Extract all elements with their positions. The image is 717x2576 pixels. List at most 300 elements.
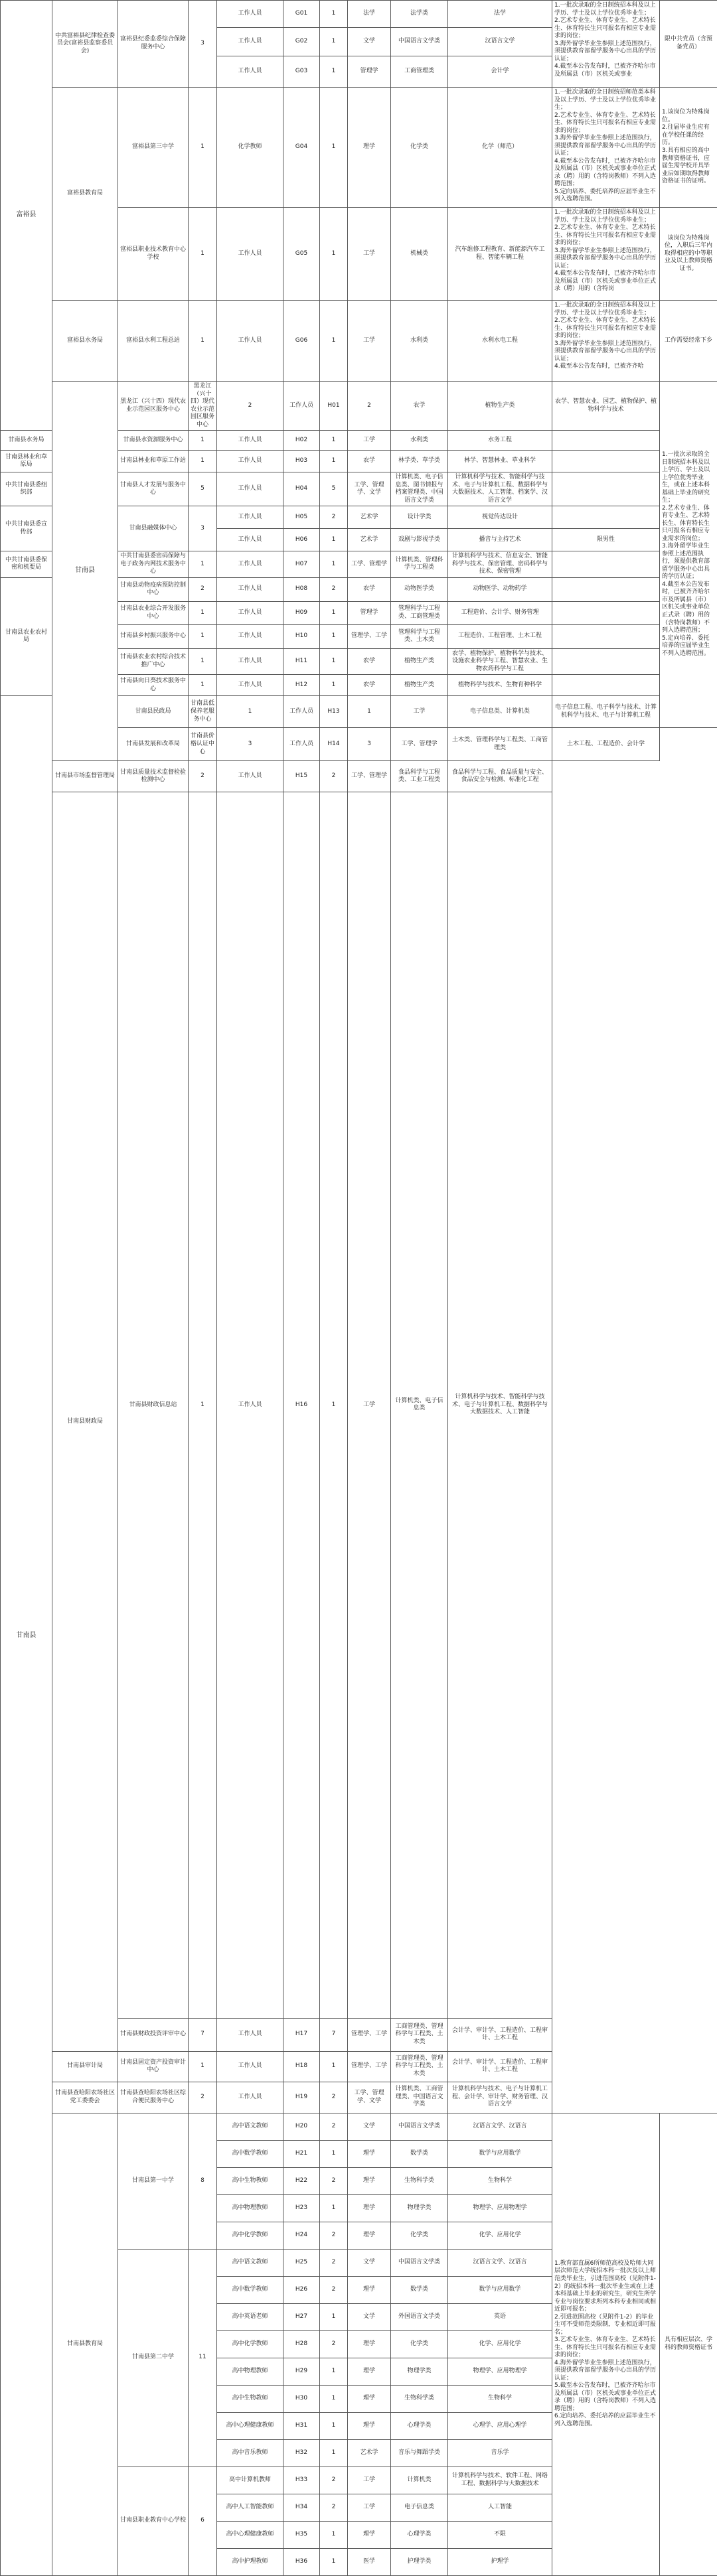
class-cell: 音乐与舞蹈学类 bbox=[391, 2439, 448, 2467]
post-cell: 工作人员 bbox=[283, 382, 320, 431]
unit-cell: 富裕县水利工程总站 bbox=[118, 301, 189, 382]
class-cell: 数学类 bbox=[391, 2140, 448, 2167]
class-cell: 护理学类 bbox=[391, 2548, 448, 2575]
post-cell: 高中英语老师 bbox=[217, 2303, 283, 2330]
code-cell: H18 bbox=[283, 2051, 320, 2082]
count-cell: 1 bbox=[320, 2358, 348, 2385]
count-cell: 1 bbox=[320, 2412, 348, 2439]
requirement-cell: 1.一批次录取的全日制统招本科及以上学历、学士及以上学位优秀毕业生，或在上述本科基础上毕业的研究生； 2.艺术专业生、体育专业生、艺术特长生、体育特长生只可报名有相应专业需求的岗位； 3.海外留学毕业生参照上述范围执行，须提供教育部留学服务中心出具的学历认证； 4.截至本公告发布时，已被齐齐哈尔市及所属县（市）区机关或事业单位正式录（聘）用的（含特岗教师）不列入选聘范围； 5.定向培养、委托培养的应届毕业生不列入选聘范围。 bbox=[660, 382, 717, 728]
category-cell: 工学、管理学、文学 bbox=[348, 2082, 391, 2113]
post-cell: 工作人员 bbox=[217, 675, 283, 696]
class-cell: 法学类 bbox=[391, 1, 448, 28]
class-cell: 工商管理类、管理科学与工程类、土木类 bbox=[391, 2051, 448, 2082]
major-cell: 计算机科学与技术、信息安全、智能科学与技术、保密管理、密码科学与技术、保密管理 bbox=[448, 551, 552, 578]
total-cell: 2 bbox=[217, 382, 283, 431]
count-cell: 2 bbox=[320, 577, 348, 601]
requirement-cell: 1.教育部直属6所师范高校及哈师大同层次师范大学统招本科一批次及以上师范类毕业生，引进范围高校（见附件1-2）的统招本科一批次毕业生或在上述本科基础上毕业的研究生，研究生所学专业与岗位要求所列本科专业相同或相近即可报名； 2.引进范围高校（见附件1-2）的毕业生可不受师范类限制，专业相近即可报名； 3.艺术专业生、体育专业生、艺术特长生、体育特长生只可报名有相应专业需求的岗位； 4.海外留学毕业生参照上述范围执行，须提供教育部留学服务中心出具的学历认证； 5.截至本公告发布时，已被齐齐哈尔市及所属县（市）区机关或事业单位正式录（聘）用的（含特岗教师）不列入选聘范围； 6.定向培养、委托培养的应届毕业生不列入选聘范围。 bbox=[552, 2113, 660, 2575]
total-cell: 1 bbox=[189, 675, 217, 696]
major-cell: 土木工程、工程造价、会计学 bbox=[552, 728, 660, 761]
post-cell: 工作人员 bbox=[217, 529, 283, 551]
table-row bbox=[1, 792, 717, 2018]
total-cell: 1 bbox=[189, 451, 217, 472]
count-cell: 1 bbox=[320, 529, 348, 551]
count-cell: 2 bbox=[320, 2167, 348, 2194]
total-cell: 3 bbox=[189, 1, 217, 88]
category-cell: 文学 bbox=[348, 28, 391, 56]
category-cell: 农学 bbox=[348, 451, 391, 472]
category-cell: 艺术学 bbox=[348, 506, 391, 529]
category-cell: 理学 bbox=[348, 2140, 391, 2167]
major-cell: 汉语言文学 bbox=[448, 28, 552, 56]
class-cell: 水利类 bbox=[391, 431, 448, 451]
class-cell: 电子信息类、计算机类 bbox=[448, 696, 552, 728]
post-cell: 工作人员 bbox=[217, 761, 283, 792]
category-cell: 工学 bbox=[348, 2467, 391, 2494]
table-row bbox=[1, 382, 717, 431]
count-cell: 1 bbox=[320, 28, 348, 56]
table-row bbox=[1, 88, 717, 208]
class-cell: 食品科学与工程类、工业工程类 bbox=[391, 761, 448, 792]
major-cell: 计算机科学与技术、电子与计算机工程、会计学、审计学、财务管理、汉语言文学 bbox=[448, 2082, 552, 2113]
category-cell: 管理学、工学 bbox=[348, 624, 391, 648]
note-cell bbox=[552, 472, 660, 506]
unit-cell: 甘南县林业和草原工作站 bbox=[118, 451, 189, 472]
count-cell: 2 bbox=[320, 2276, 348, 2303]
class-cell: 工商管理类 bbox=[391, 56, 448, 88]
category-cell: 管理学、工学 bbox=[348, 2051, 391, 2082]
category-cell: 法学 bbox=[348, 1, 391, 28]
category-cell: 艺术学 bbox=[348, 2439, 391, 2467]
code-cell: H31 bbox=[283, 2412, 320, 2439]
class-cell: 化学类 bbox=[391, 2330, 448, 2358]
note-cell: 具有相应层次、学科的教师资格证书 bbox=[660, 2113, 717, 2575]
class-cell: 计算机类 bbox=[391, 2467, 448, 2494]
table-row bbox=[1, 2113, 717, 2140]
post-cell: 化学教师 bbox=[217, 88, 283, 208]
department-cell: 甘南县民政局 bbox=[118, 696, 189, 728]
class-cell: 化学类 bbox=[391, 2222, 448, 2249]
post-cell: 工作人员 bbox=[217, 2018, 283, 2051]
category-cell: 管理学、工学 bbox=[348, 2018, 391, 2051]
count-cell: 2 bbox=[320, 2082, 348, 2113]
department-cell: 甘南县水务局 bbox=[1, 431, 52, 451]
code-cell: H33 bbox=[283, 2467, 320, 2494]
post-cell: 工作人员 bbox=[217, 431, 283, 451]
total-cell: 2 bbox=[189, 577, 217, 601]
category-cell: 农学 bbox=[348, 577, 391, 601]
major-cell: 视觉传达设计 bbox=[448, 506, 552, 529]
total-cell: 1 bbox=[189, 431, 217, 451]
major-cell: 工程造价、会计学、财务管理 bbox=[448, 601, 552, 624]
code-cell: H11 bbox=[283, 648, 320, 675]
code-cell: H08 bbox=[283, 577, 320, 601]
code-cell: H10 bbox=[283, 624, 320, 648]
code-cell: G05 bbox=[283, 208, 320, 301]
count-cell: 1 bbox=[320, 624, 348, 648]
department-cell: 中共甘南县委组织部 bbox=[1, 472, 52, 506]
category-cell: 农学 bbox=[348, 648, 391, 675]
post-cell: 工作人员 bbox=[217, 1, 283, 28]
category-cell: 理学 bbox=[348, 2330, 391, 2358]
code-cell: H25 bbox=[283, 2249, 320, 2276]
note-cell: 限男性 bbox=[552, 529, 660, 551]
count-cell: 1 bbox=[348, 696, 391, 728]
total-cell: 1 bbox=[189, 792, 217, 2018]
note-cell bbox=[552, 506, 660, 529]
category-cell: 理学 bbox=[348, 2222, 391, 2249]
major-cell: 法学 bbox=[448, 1, 552, 28]
total-cell: 1 bbox=[217, 696, 283, 728]
note-cell bbox=[552, 551, 660, 578]
note-cell bbox=[552, 675, 660, 696]
requirement-cell: 1.一批次录取的全日制统招本科及以上学历、学士及以上学位优秀毕业生； 2.艺术专业生、体育专业生、艺术特长生、体育特长生只可报名有相应专业需求的岗位； 3.海外留学毕业生参照上述范围执行，须提供教育部留学服务中心出具的学历认证； 4.截至本公告发布时，已被齐齐哈尔市及所属县（市）区机关或事业 bbox=[552, 1, 660, 88]
class-cell: 工商管理类、管理科学与工程类、土木类 bbox=[391, 2018, 448, 2051]
post-cell: 高中物理教师 bbox=[217, 2194, 283, 2222]
total-cell: 2 bbox=[189, 2082, 217, 2113]
unit-cell: 中共甘南县委密码保障与电子政务内网技术服务中心 bbox=[118, 551, 189, 578]
unit-cell: 甘南县第一中学 bbox=[118, 2113, 189, 2249]
code-cell: H32 bbox=[283, 2439, 320, 2467]
major-cell: 心理学、应用心理学 bbox=[448, 2412, 552, 2439]
total-cell: 1 bbox=[189, 551, 217, 578]
major-cell: 化学（师范） bbox=[448, 88, 552, 208]
count-cell: 1 bbox=[320, 2194, 348, 2222]
major-cell: 水务工程 bbox=[448, 431, 552, 451]
count-cell: 2 bbox=[348, 382, 391, 431]
major-cell: 人工智能 bbox=[448, 2494, 552, 2521]
class-cell: 化学类 bbox=[391, 88, 448, 208]
post-cell: 工作人员 bbox=[217, 624, 283, 648]
code-cell: H20 bbox=[283, 2113, 320, 2140]
department-cell: 富裕县水务局 bbox=[52, 301, 118, 382]
major-cell: 会计学、审计学、工程造价、工程审计、土木工程 bbox=[448, 2051, 552, 2082]
post-cell: 工作人员 bbox=[217, 301, 283, 382]
note-cell bbox=[552, 451, 660, 472]
unit-cell: 甘南县财政投资评审中心 bbox=[118, 2018, 189, 2051]
unit-cell: 甘南县第二中学 bbox=[118, 2249, 189, 2467]
unit-cell: 甘南县乡村振兴服务中心 bbox=[118, 624, 189, 648]
category-cell: 理学 bbox=[348, 88, 391, 208]
class-cell: 植物生产类 bbox=[391, 648, 448, 675]
category-cell: 文学 bbox=[348, 2303, 391, 2330]
major-cell: 数学与应用数学 bbox=[448, 2276, 552, 2303]
category-cell: 理学 bbox=[348, 2358, 391, 2385]
category-cell: 理学 bbox=[348, 2194, 391, 2222]
class-cell: 外国语言文学类 bbox=[391, 2303, 448, 2330]
major-cell: 化学、应用化学 bbox=[448, 2222, 552, 2249]
count-cell: 1 bbox=[320, 551, 348, 578]
note-cell: 工作需要经常下乡 bbox=[660, 301, 717, 382]
department-cell: 甘南县教育局 bbox=[52, 2113, 118, 2575]
total-cell: 6 bbox=[189, 2467, 217, 2575]
post-cell: 高中化学教师 bbox=[217, 2330, 283, 2358]
total-cell: 1 bbox=[189, 208, 217, 301]
post-cell: 高中计算机教师 bbox=[217, 2467, 283, 2494]
count-cell: 2 bbox=[320, 2494, 348, 2521]
major-cell: 农学、植物保护、植物科学与技术、设施农业科学与工程、智慧农业、生物农药科学与工程 bbox=[448, 648, 552, 675]
count-cell: 2 bbox=[320, 2222, 348, 2249]
code-cell: H16 bbox=[283, 792, 320, 2018]
major-cell: 计算机科学与技术、软件工程、网络工程、数据科学与大数据技术 bbox=[448, 2467, 552, 2494]
major-cell: 食品科学与工程、食品质量与安全、食品安全与检测、标准化工程 bbox=[448, 761, 552, 792]
major-cell: 护理学 bbox=[448, 2548, 552, 2575]
unit-cell: 甘南县农业农村综合技术推广中心 bbox=[118, 648, 189, 675]
category-cell: 理学 bbox=[348, 2521, 391, 2548]
count-cell: 1 bbox=[320, 208, 348, 301]
code-cell: H27 bbox=[283, 2303, 320, 2330]
unit-cell: 甘南县职业教育中心学校 bbox=[118, 2467, 189, 2575]
code-cell: H02 bbox=[283, 431, 320, 451]
table-row bbox=[1, 1, 717, 28]
post-cell: 高中心理健康教师 bbox=[217, 2412, 283, 2439]
unit-cell: 甘南县融媒体中心 bbox=[118, 506, 189, 551]
unit-cell: 富裕县第三中学 bbox=[118, 88, 189, 208]
category-cell: 管理学 bbox=[348, 56, 391, 88]
note-cell: 该岗位为特殊岗位，入职后三年内取得相应的中等职业及以上教师资格证书。 bbox=[660, 208, 717, 301]
requirement-cell: 1.一批次录取的全日制统招本科及以上学历、学士及以上学位优秀毕业生； 2.艺术专业生、体育专业生、艺术特长生、体育特长生只可报名有相应专业需求的岗位； 3.海外留学毕业生参照上述范围执行，须提供教育部留学服务中心出具的学历认证； 4.截至本公告发布时，已被齐齐哈尔市及所属县（市）区机关或事业单位正式录（聘）用的（含特岗 bbox=[552, 208, 660, 301]
code-cell: H17 bbox=[283, 2018, 320, 2051]
major-cell: 农学、智慧农业、园艺、植物保护、植物科学与技术 bbox=[552, 382, 660, 431]
code-cell: G03 bbox=[283, 56, 320, 88]
unit-cell: 甘南县水资源服务中心 bbox=[118, 431, 189, 451]
department-cell: 甘南县市场监督管理局 bbox=[52, 761, 118, 792]
major-cell: 化学、应用化学 bbox=[448, 2330, 552, 2358]
major-cell: 物理学、应用物理学 bbox=[448, 2194, 552, 2222]
code-cell: H23 bbox=[283, 2194, 320, 2222]
count-cell: 1 bbox=[320, 451, 348, 472]
department-cell: 中共甘南县委宣传部 bbox=[1, 506, 52, 551]
count-cell: 3 bbox=[348, 728, 391, 761]
class-cell: 数学类 bbox=[391, 2276, 448, 2303]
category-cell: 工学、管理学 bbox=[348, 761, 391, 792]
code-cell: G06 bbox=[283, 301, 320, 382]
total-cell: 1 bbox=[189, 601, 217, 624]
note-cell bbox=[552, 624, 660, 648]
post-cell: 工作人员 bbox=[217, 551, 283, 578]
class-cell: 戏剧与影视学类 bbox=[391, 529, 448, 551]
class-cell: 计算机类、电子信息类、图书情报与档案管理类、中国语言文学类 bbox=[391, 472, 448, 506]
count-cell: 1 bbox=[320, 88, 348, 208]
post-cell: 工作人员 bbox=[217, 472, 283, 506]
major-cell: 播音与主持艺术 bbox=[448, 529, 552, 551]
note-cell bbox=[552, 648, 660, 675]
total-cell: 1 bbox=[189, 648, 217, 675]
code-cell: H29 bbox=[283, 2358, 320, 2385]
class-cell: 土木类、管理科学与工程类、工商管理类 bbox=[448, 728, 552, 761]
class-cell: 计算机类、管理科学与工程类 bbox=[391, 551, 448, 578]
department-cell: 甘南县财政局 bbox=[52, 792, 118, 2051]
major-cell: 生物科学 bbox=[448, 2385, 552, 2412]
class-cell: 计算机类、工商管理类、中国语言文学类 bbox=[391, 2082, 448, 2113]
class-cell: 中国语言文学类 bbox=[391, 28, 448, 56]
department-cell: 甘南县发展和改革局 bbox=[118, 728, 189, 761]
post-cell: 工作人员 bbox=[217, 56, 283, 88]
post-cell: 高中数学教师 bbox=[217, 2140, 283, 2167]
department-cell: 黑龙江（兴十四）现代农业示范园区服务中心 bbox=[118, 382, 189, 431]
department-cell: 中共甘南县委保密和机要局 bbox=[1, 551, 52, 578]
post-cell: 工作人员 bbox=[217, 2082, 283, 2113]
code-cell: H05 bbox=[283, 506, 320, 529]
category-cell: 理学 bbox=[348, 2412, 391, 2439]
post-cell: 工作人员 bbox=[217, 792, 283, 2018]
class-cell: 机械类 bbox=[391, 208, 448, 301]
count-cell: 1 bbox=[320, 2140, 348, 2167]
code-cell: G01 bbox=[283, 1, 320, 28]
count-cell: 2 bbox=[320, 2467, 348, 2494]
total-cell: 2 bbox=[189, 761, 217, 792]
total-cell: 1 bbox=[189, 2051, 217, 2082]
major-cell: 电子信息工程、电子科学与技术、计算机科学与技术、电子与计算机工程 bbox=[552, 696, 660, 728]
unit-cell: 富裕县职业技术教育中心学校 bbox=[118, 208, 189, 301]
count-cell: 1 bbox=[320, 1, 348, 28]
class-cell: 设计学类 bbox=[391, 506, 448, 529]
category-cell: 工学 bbox=[391, 696, 448, 728]
major-cell: 生物科学 bbox=[448, 2167, 552, 2194]
total-cell: 3 bbox=[189, 506, 217, 551]
code-cell: H21 bbox=[283, 2140, 320, 2167]
post-cell: 高中语文教师 bbox=[217, 2249, 283, 2276]
major-cell: 汽车维修工程教育、新能源汽车工程、智能车辆工程 bbox=[448, 208, 552, 301]
unit-cell: 甘南县财政信息站 bbox=[118, 792, 189, 2018]
category-cell: 工学 bbox=[348, 431, 391, 451]
count-cell: 1 bbox=[320, 601, 348, 624]
unit-cell: 甘南县价格认证中心 bbox=[189, 728, 217, 761]
category-cell: 管理学 bbox=[348, 601, 391, 624]
category-cell: 工学、管理学 bbox=[391, 728, 448, 761]
count-cell: 1 bbox=[320, 792, 348, 2018]
post-cell: 工作人员 bbox=[217, 648, 283, 675]
post-cell: 工作人员 bbox=[217, 208, 283, 301]
class-cell: 植物生产类 bbox=[391, 675, 448, 696]
post-cell: 高中音乐教师 bbox=[217, 2439, 283, 2467]
total-cell: 1 bbox=[189, 301, 217, 382]
department-cell: 甘南县审计局 bbox=[52, 2051, 118, 2082]
major-cell: 林学、智慧林业、草业科学 bbox=[448, 451, 552, 472]
code-cell: H30 bbox=[283, 2385, 320, 2412]
code-cell: H36 bbox=[283, 2548, 320, 2575]
post-cell: 工作人员 bbox=[283, 696, 320, 728]
category-cell: 工学 bbox=[348, 208, 391, 301]
major-cell: 会计学、审计学、工程造价、工程审计、土木工程 bbox=[448, 2018, 552, 2051]
count-cell: 1 bbox=[320, 648, 348, 675]
department-cell: 中共富裕县纪律检查委员会(富裕县监察委员会) bbox=[52, 1, 118, 88]
post-cell: 高中人工智能教师 bbox=[217, 2494, 283, 2521]
count-cell: 1 bbox=[320, 2051, 348, 2082]
class-cell: 物理学类 bbox=[391, 2358, 448, 2385]
code-cell: H28 bbox=[283, 2330, 320, 2358]
note-cell bbox=[552, 577, 660, 601]
major-cell: 汉语言文学、汉语言 bbox=[448, 2249, 552, 2276]
table-row bbox=[1, 2051, 717, 2082]
post-cell: 高中生物教师 bbox=[217, 2385, 283, 2412]
class-cell: 水利类 bbox=[391, 301, 448, 382]
code-cell: H13 bbox=[320, 696, 348, 728]
post-cell: 高中物理教师 bbox=[217, 2358, 283, 2385]
total-cell: 5 bbox=[189, 472, 217, 506]
code-cell: G02 bbox=[283, 28, 320, 56]
class-cell: 物理学类 bbox=[391, 2194, 448, 2222]
unit-cell: 甘南县质量技术监督检验检测中心 bbox=[118, 761, 189, 792]
unit-cell: 甘南县固定资产投资审计中心 bbox=[118, 2051, 189, 2082]
code-cell: H15 bbox=[283, 761, 320, 792]
count-cell: 1 bbox=[320, 2303, 348, 2330]
count-cell: 1 bbox=[320, 431, 348, 451]
class-cell: 生物科学类 bbox=[391, 2167, 448, 2194]
category-cell: 文学 bbox=[348, 2113, 391, 2140]
code-cell: H34 bbox=[283, 2494, 320, 2521]
category-cell: 理学 bbox=[348, 2276, 391, 2303]
count-cell: 7 bbox=[320, 2018, 348, 2051]
code-cell: H19 bbox=[283, 2082, 320, 2113]
major-cell: 数学与应用数学 bbox=[448, 2140, 552, 2167]
county-cell: 甘南县 bbox=[1, 696, 52, 2575]
category-cell: 工学 bbox=[348, 2494, 391, 2521]
code-cell: H07 bbox=[283, 551, 320, 578]
major-cell: 汉语言文学、汉语言 bbox=[448, 2113, 552, 2140]
class-cell: 计算机类、电子信息类 bbox=[391, 792, 448, 2018]
code-cell: H22 bbox=[283, 2167, 320, 2194]
major-cell: 英语 bbox=[448, 2303, 552, 2330]
major-cell: 工程造价、工程管理、土木工程 bbox=[448, 624, 552, 648]
table-row bbox=[1, 2082, 717, 2113]
category-cell: 农学 bbox=[348, 675, 391, 696]
post-cell: 高中护理教师 bbox=[217, 2548, 283, 2575]
category-cell: 工学 bbox=[348, 792, 391, 2018]
class-cell: 生物科学类 bbox=[391, 2385, 448, 2412]
class-cell: 植物生产类 bbox=[448, 382, 552, 431]
class-cell: 电子信息类 bbox=[391, 2494, 448, 2521]
category-cell: 工学、管理学、文学 bbox=[348, 472, 391, 506]
class-cell: 管理科学与工程类、土木类 bbox=[391, 624, 448, 648]
post-cell: 高中数学教师 bbox=[217, 2276, 283, 2303]
count-cell: 2 bbox=[320, 761, 348, 792]
total-cell: 8 bbox=[189, 2113, 217, 2249]
category-cell: 工学 bbox=[348, 301, 391, 382]
county-cell: 甘南县 bbox=[52, 382, 118, 761]
code-cell: H26 bbox=[283, 2276, 320, 2303]
count-cell: 1 bbox=[320, 2521, 348, 2548]
post-cell: 工作人员 bbox=[283, 728, 320, 761]
department-cell: 富裕县教育局 bbox=[52, 88, 118, 301]
code-cell: H09 bbox=[283, 601, 320, 624]
unit-cell: 甘南县低保养老服务中心 bbox=[189, 696, 217, 728]
category-cell: 理学 bbox=[348, 2167, 391, 2194]
note-cell bbox=[552, 431, 660, 451]
count-cell: 1 bbox=[320, 2548, 348, 2575]
post-cell: 工作人员 bbox=[217, 577, 283, 601]
major-cell: 动物医学、动物药学 bbox=[448, 577, 552, 601]
total-cell: 11 bbox=[189, 2249, 217, 2467]
class-cell: 动物医学类 bbox=[391, 577, 448, 601]
count-cell: 1 bbox=[320, 56, 348, 88]
county-cell: 富裕县 bbox=[1, 1, 52, 431]
post-cell: 高中语文教师 bbox=[217, 2113, 283, 2140]
major-cell: 植物科学与技术、生物育种科学 bbox=[448, 675, 552, 696]
post-cell: 工作人员 bbox=[217, 2051, 283, 2082]
requirement-cell: 1.一批次录取的全日制统招师范类本科及以上学历、学士及以上学位优秀毕业生； 2.艺术专业生、体育专业生、艺术特长生、体育特长生只可报名有相应专业需求的岗位； 3.海外留学毕业生参照上述范围执行，须提供教育部留学服务中心出具的学历认证； 4.截至本公告发布时，已被齐齐哈尔市及所属县（市）区机关或事业单位正式录（聘）用的（含特岗教师）不列入选聘范围； 5.定向培养、委托培养的应届毕业生不列入选聘范围。 bbox=[552, 88, 660, 208]
department-cell: 甘南县查哈阳农场社区党工委委会 bbox=[52, 2082, 118, 2113]
count-cell: 5 bbox=[320, 472, 348, 506]
count-cell: 2 bbox=[320, 506, 348, 529]
requirement-cell: 1.一批次录取的全日制统招本科及以上学历、学士及以上学位优秀毕业生； 2.艺术专业生、体育专业生、艺术特长生、体育特长生只可报名有相应专业需求的岗位； 3.海外留学毕业生参照上述范围执行，须提供教育部留学服务中心出具的学历认证； 4.截至本公告发布时，已被齐齐哈 bbox=[552, 301, 660, 382]
code-cell: H01 bbox=[320, 382, 348, 431]
class-cell: 心理学类 bbox=[391, 2521, 448, 2548]
table-row bbox=[1, 761, 717, 792]
unit-cell: 甘南县农业综合开发服务中心 bbox=[118, 601, 189, 624]
class-cell: 中国语言文学类 bbox=[391, 2113, 448, 2140]
category-cell: 农学 bbox=[391, 382, 448, 431]
note-cell: 1.该岗位为特殊岗位。 2.往届毕业生应有在学校任课的经历。 3.具有相应的高中教师资格证书，应届生需学校开具毕业后如期取得教师资格证书的证明。 bbox=[660, 88, 717, 208]
